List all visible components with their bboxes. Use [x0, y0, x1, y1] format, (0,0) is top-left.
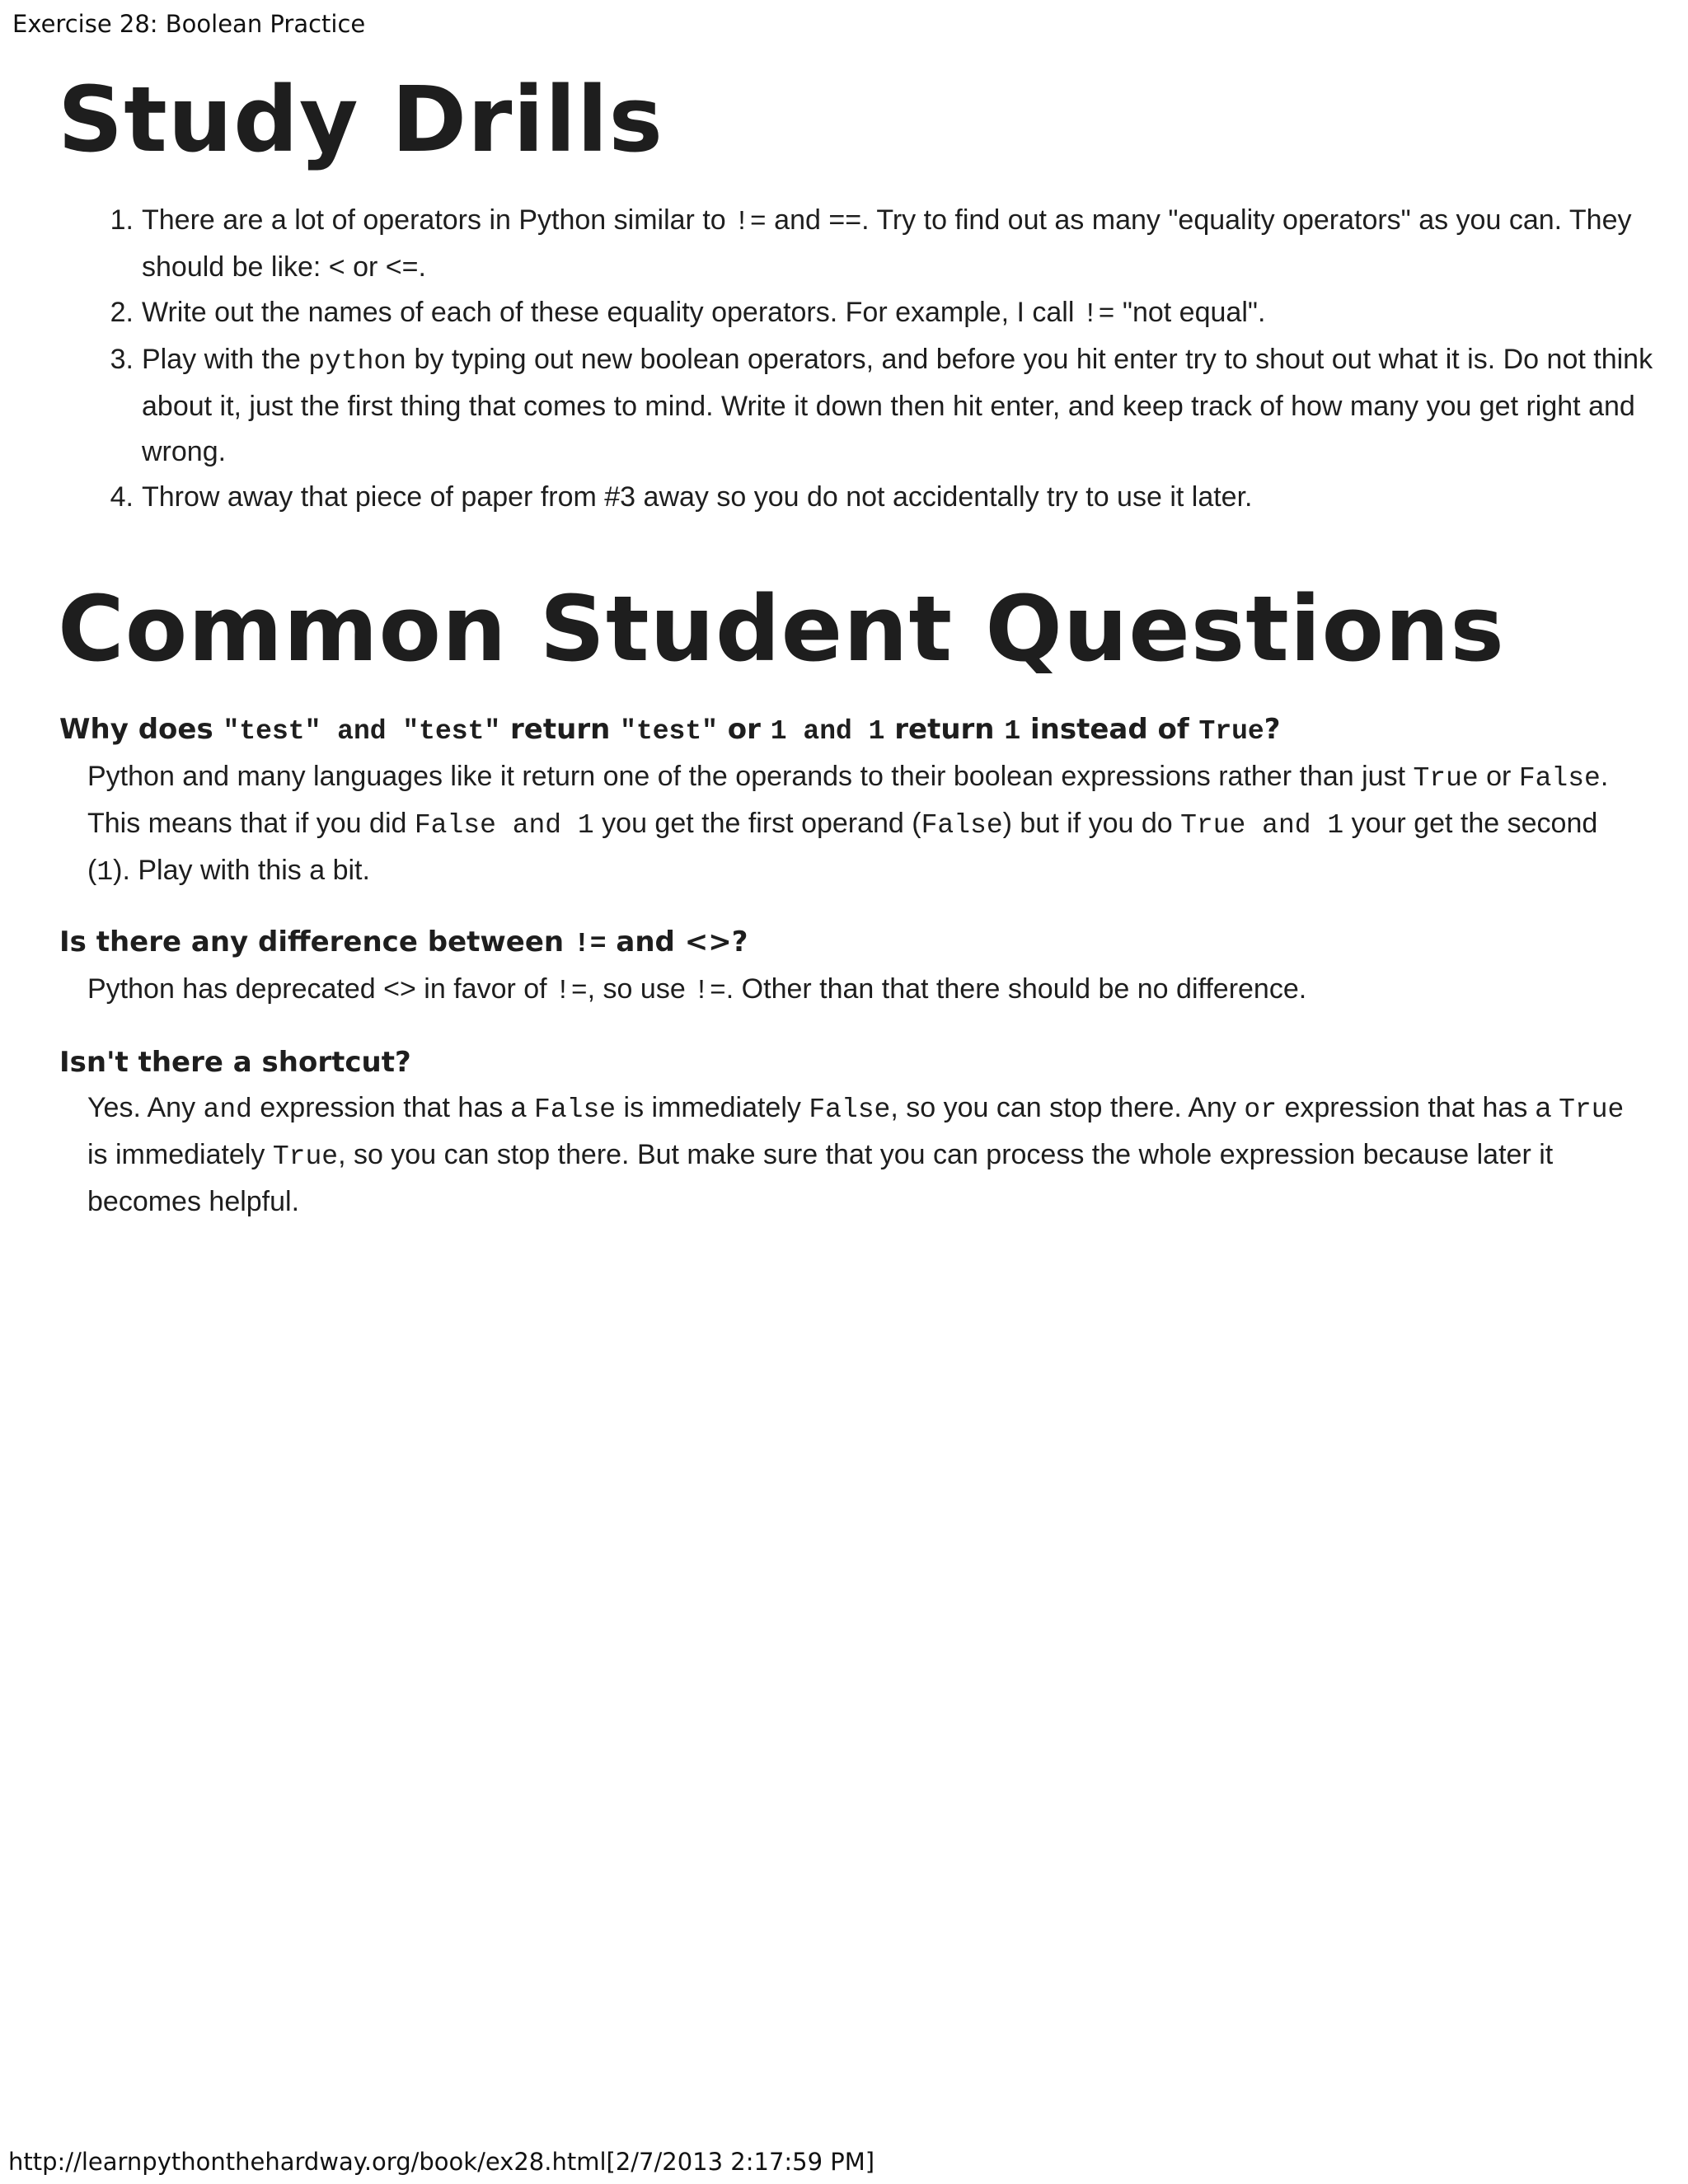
- list-item-text: Throw away that piece of paper from #3 away so you do not accidentally try to use it later.: [142, 481, 1253, 513]
- list-item: [110, 290, 1688, 337]
- inline-code: !=: [573, 929, 607, 959]
- question-heading: [59, 707, 1625, 754]
- answer-text: . This means that if you did: [87, 761, 1609, 839]
- list-item-number: 3.: [110, 344, 134, 375]
- question-block: [59, 707, 1625, 895]
- answer-text: expression that has a: [1277, 1092, 1559, 1123]
- question-heading: [59, 1040, 1625, 1085]
- question-text: return: [884, 713, 1005, 746]
- list-item-number: 4.: [110, 481, 134, 513]
- inline-code: !=: [1081, 299, 1115, 330]
- question-block: [59, 920, 1625, 1014]
- list-item-text: There are a lot of operators in Python similar to: [142, 204, 734, 236]
- answer-paragraph: [59, 967, 1625, 1014]
- question-text: and <>?: [606, 926, 748, 958]
- inline-code: 1: [1004, 716, 1021, 747]
- list-item: [110, 198, 1688, 290]
- answer-text: . Other than that there should be no difference.: [725, 973, 1307, 1005]
- answer-text: , so use: [587, 973, 694, 1005]
- inline-code: !=: [734, 207, 767, 237]
- inline-code: !=: [693, 976, 726, 1006]
- answer-text: or: [1478, 761, 1519, 792]
- answer-text: , so you can stop there. Any: [890, 1092, 1245, 1123]
- answer-text: is immediately: [87, 1139, 273, 1170]
- common-questions-heading: Common Student Questions: [58, 576, 1505, 682]
- list-item-text: by typing out new boolean operators, and before you hit enter try to shout out what it is. Do not think about it, just the first thing that comes to mind. Write it down then hit enter, and keep track of how many you get right and wrong.: [142, 344, 1653, 467]
- answer-text: your get the second (: [87, 808, 1598, 886]
- question-text: instead of: [1020, 713, 1199, 746]
- answer-text: Python has deprecated <> in favor of: [87, 973, 556, 1005]
- answer-text: ). Play with this a bit.: [113, 855, 370, 886]
- list-item-text: and ==. Try to find out as many "equality operators" as you can. They should be like: < or <=.: [142, 204, 1632, 283]
- answer-text: , so you can stop there. But make sure that you can process the whole expression because later it becomes helpful.: [87, 1139, 1554, 1217]
- question-text: ?: [1264, 713, 1281, 746]
- question-block: [59, 1040, 1625, 1225]
- list-item: [110, 337, 1688, 475]
- answer-text: ) but if you do: [1002, 808, 1181, 839]
- print-header-title: Exercise 28: Boolean Practice: [12, 10, 366, 38]
- answer-paragraph: [59, 1085, 1625, 1225]
- inline-code: and: [203, 1094, 252, 1125]
- question-text: return: [500, 713, 621, 746]
- inline-code: True: [272, 1141, 339, 1172]
- answer-text: you get the first operand (: [593, 808, 921, 839]
- study-drills-list: [82, 198, 1688, 520]
- list-item-number: 1.: [110, 204, 134, 236]
- list-item-text: Play with the: [142, 344, 309, 375]
- question-text: Why does: [59, 713, 223, 746]
- answer-paragraph: [59, 754, 1625, 895]
- study-drills-heading: Study Drills: [58, 67, 664, 172]
- print-footer-url: http://learnpythonthehardway.org/book/ex28.html[2/7/2013 2:17:59 PM]: [8, 2148, 875, 2176]
- inline-code: or: [1244, 1094, 1278, 1125]
- question-text: or: [717, 713, 771, 746]
- inline-code: False and 1: [414, 810, 594, 841]
- inline-code: False: [809, 1094, 891, 1125]
- inline-code: False: [921, 810, 1003, 841]
- answer-text: Yes. Any: [87, 1092, 204, 1123]
- inline-code: "test" and "test": [223, 716, 501, 747]
- list-item-text: Write out the names of each of these equality operators. For example, I call: [142, 297, 1082, 328]
- inline-code: 1: [96, 857, 114, 888]
- inline-code: True and 1: [1180, 810, 1344, 841]
- inline-code: False: [1518, 763, 1601, 794]
- inline-code: "test": [620, 716, 718, 747]
- list-item-text: "not equal".: [1114, 297, 1266, 328]
- list-item: [110, 475, 1688, 520]
- inline-code: 1 and 1: [770, 716, 885, 747]
- inline-code: False: [534, 1094, 617, 1125]
- inline-code: python: [308, 346, 407, 377]
- question-text: Isn't there a shortcut?: [59, 1046, 411, 1079]
- inline-code: True: [1413, 763, 1479, 794]
- answer-text: expression that has a: [251, 1092, 535, 1123]
- inline-code: True: [1559, 1094, 1625, 1125]
- question-heading: [59, 920, 1625, 967]
- answer-text: is immediately: [616, 1092, 809, 1123]
- inline-code: !=: [555, 976, 588, 1006]
- question-text: Is there any difference between: [59, 926, 574, 958]
- list-item-number: 2.: [110, 297, 134, 328]
- inline-code: True: [1198, 716, 1264, 747]
- answer-text: Python and many languages like it return one of the operands to their boolean expressions rather than just: [87, 761, 1414, 792]
